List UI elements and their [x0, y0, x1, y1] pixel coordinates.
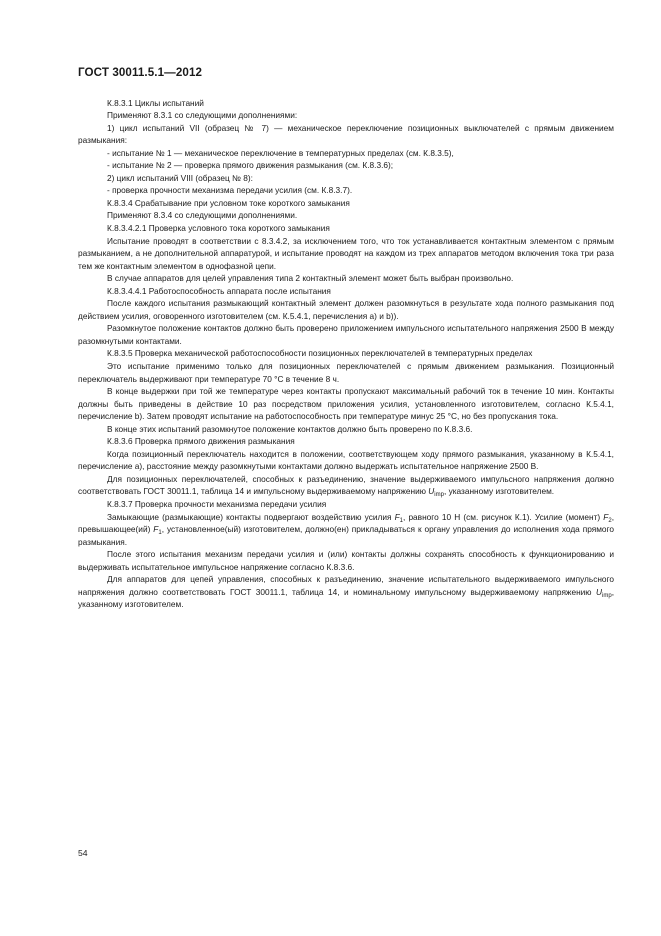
text-run: , превышающее(ий)	[78, 511, 614, 535]
paragraph: Применяют 8.3.4 со следующими дополнениями.	[107, 210, 298, 221]
symbol-f2: $F_2$	[603, 511, 612, 524]
page-number: 54	[78, 848, 88, 858]
paragraph: Когда позиционный переключатель находится в положении, соответствующем ходу прямого размыкания, указанному в К.5.4.1, перечисление а), расстояние между разомкнутыми контактами должно выдержать испытательное напряжение 2500 В.	[78, 448, 614, 472]
list-item: - проверка прочности механизма передачи усилия (см. К.8.3.7).	[107, 185, 353, 196]
symbol-u-imp: $U_{imp}$	[596, 586, 612, 599]
paragraph: Это испытание применимо только для позиционных переключателей с прямым движением размыкания. Позиционный переключатель выдерживают при температуре 70 °С в течение 8 ч.	[78, 360, 614, 384]
paragraph	[78, 573, 614, 611]
symbol-f1: $F_1$	[153, 524, 162, 537]
paragraph: В конце выдержки при той же температуре через контакты пропускают максимальный рабочий ток в течение 10 мин. Контакты должны быть приведены в действие 10 раз посредством приложения усилия, установленного изготовителем, согласно К.5.4.1, перечисление b). Затем проводят испытание на работоспособность при температуре минус 25 °С, но без пропускания тока.	[78, 386, 614, 422]
text-run: , установленное(ый) изготовителем, должно(ен) прикладываться к органу управления до исполнения хода прямого размыкания.	[78, 524, 614, 547]
text-run: , равного 10 Н (см. рисунок К.1). Усилие (момент)	[403, 511, 604, 522]
paragraph: В конце этих испытаний разомкнутое положение контактов должно быть проверено по К.8.3.6.	[107, 423, 473, 434]
paragraph	[78, 473, 614, 498]
list-item: - испытание № 2 — проверка прямого движения размыкания (см. К.8.3.6);	[107, 160, 394, 171]
document-body	[78, 97, 614, 611]
clause-heading: К.8.3.7 Проверка прочности механизма передачи усилия	[107, 499, 327, 509]
text-run: , указанному изготовителем.	[443, 486, 555, 497]
text-run: , указанному изготовителем.	[78, 586, 614, 610]
clause-heading: К.8.3.5 Проверка механической работоспособности позиционных переключателей в температурных пределах	[107, 348, 533, 359]
clause-heading: К.8.3.4.4.1 Работоспособность аппарата после испытания	[107, 285, 331, 296]
symbol-u-imp: $U_{imp}$	[428, 486, 444, 499]
clause-heading: К.8.3.4 Срабатывание при условном токе короткого замыкания	[107, 197, 350, 208]
clause-heading: К.8.3.1 Циклы испытаний	[107, 97, 204, 108]
page-header-title: ГОСТ 30011.5.1—2012	[78, 66, 203, 79]
paragraph: Применяют 8.3.1 со следующими дополнениями:	[107, 110, 298, 121]
text-run: Для позиционных переключателей, способных к разъединению, значение выдерживаемого импульсного напряжения должно соответствовать ГОСТ 30011.1, таблица 14 и импульсному выдерживаемому напряжению	[78, 473, 614, 497]
list-item: 2) цикл испытаний VIII (образец № 8):	[107, 172, 253, 183]
paragraph: Разомкнутое положение контактов должно быть проверено приложением импульсного испытательного напряжения 2500 В между разомкнутыми контактами.	[78, 323, 614, 346]
paragraph	[78, 511, 614, 549]
paragraph: Испытание проводят в соответствии с 8.3.4.2, за исключением того, что ток устанавливается контактным элементом с прямым размыканием, а не дополнительной аппаратурой, и испытание проводят на каждом из трех аппаратов методом включения тока три раза тем же контактным элементом в однофазной цепи.	[78, 235, 614, 271]
clause-heading: К.8.3.4.2.1 Проверка условного тока короткого замыкания	[107, 222, 330, 233]
clause-heading: К.8.3.6 Проверка прямого движения размыкания	[107, 436, 295, 447]
symbol-f1: $F_1$	[394, 511, 403, 524]
text-run: Для аппаратов для цепей управления, способных к разъединению, значение испытательного выдерживаемого импульсного напряжения должно соответствовать ГОСТ 30011.1, таблица 14, и номинальному импульсному выдерживаемому напряжению	[78, 574, 614, 597]
paragraph: В случае аппаратов для целей управления типа 2 контактный элемент может быть выбран произвольно.	[107, 273, 514, 284]
paragraph: После этого испытания механизм передачи усилия и (или) контакты должны сохранять способность к функционированию и выдерживать испытательное импульсное напряжение согласно К.8.3.6.	[78, 549, 614, 572]
list-item: 1) цикл испытаний VII (образец № 7) — механическое переключение позиционных выключателей с прямым движением размыкания:	[78, 122, 614, 146]
paragraph: После каждого испытания размыкающий контактный элемент должен разомкнуться в результате хода полного размыкания под действием усилия, оговоренного изготовителем (см. К.5.4.1, перечисления a) и b)).	[78, 298, 614, 321]
text-run: Замыкающие (размыкающие) контакты подвергают воздействию усилия	[107, 511, 395, 522]
list-item: - испытание № 1 — механическое переключение в температурных пределах (см. К.8.3.5),	[107, 147, 454, 158]
